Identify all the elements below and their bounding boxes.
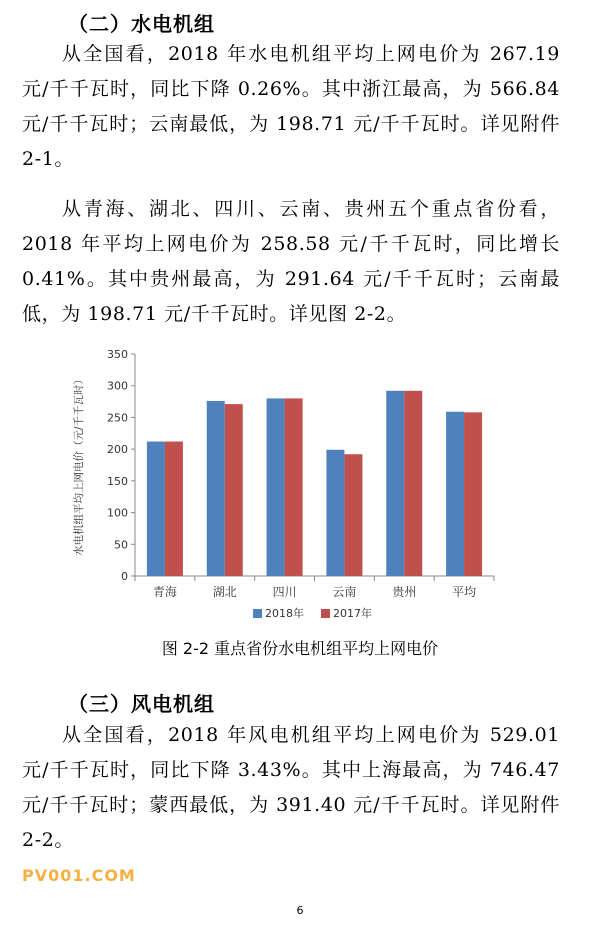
- legend-swatch: [321, 609, 330, 618]
- x-tick-label: 云南: [332, 585, 357, 599]
- x-tick-label: 湖北: [212, 585, 237, 599]
- figure-caption: 图 2-2 重点省份水电机组平均上网电价: [161, 639, 439, 658]
- y-tick-label: 50: [114, 538, 128, 552]
- bar-series-2: [285, 398, 303, 576]
- bar-series-1: [147, 442, 165, 576]
- legend-label: 2018年: [265, 607, 304, 620]
- bar-series-1: [267, 398, 285, 576]
- bar-series-1: [446, 412, 464, 576]
- x-tick-label: 青海: [152, 585, 177, 599]
- y-tick-label: 200: [107, 443, 128, 457]
- bar-series-2: [404, 391, 422, 576]
- page-number: 6: [296, 904, 304, 917]
- paragraph-hydro-provinces: 从青海、湖北、四川、云南、贵州五个重点省份看，2018 年平均上网电价为 258.58 元/千千瓦时，同比增长 0.41%。其中贵州最高，为 291.64 元/千千瓦时；云南最低，为 198.71 元/千千瓦时。详见图 2-2。: [22, 198, 560, 325]
- watermark-logo: PV001.COM: [22, 866, 136, 885]
- x-tick-label: 四川: [272, 585, 297, 599]
- paragraph-hydro-national: 从全国看，2018 年水电机组平均上网电价为 267.19 元/千千瓦时，同比下降 0.26%。其中浙江最高，为 566.84 元/千千瓦时；云南最低，为 198.71 元/千千瓦时。详见附件 2-1。: [22, 43, 560, 170]
- legend-label: 2017年: [333, 607, 372, 620]
- paragraph-wind-national: 从全国看，2018 年风电机组平均上网电价为 529.01 元/千千瓦时，同比下降 3.43%。其中上海最高，为 746.47 元/千千瓦时；蒙西最低，为 391.40 元/千千瓦时。详见附件 2-2。: [22, 724, 560, 851]
- bar-series-1: [326, 450, 344, 576]
- section-heading-wind: （三）风电机组: [68, 692, 215, 716]
- bar-series-2: [344, 454, 362, 576]
- bar-series-2: [464, 412, 482, 576]
- y-tick-label: 100: [107, 506, 128, 520]
- hydro-price-bar-chart: [60, 344, 510, 634]
- x-tick-label: 平均: [452, 585, 477, 599]
- y-tick-label: 150: [107, 474, 128, 488]
- y-tick-label: 300: [107, 379, 128, 393]
- bar-series-1: [386, 391, 404, 576]
- y-tick-label: 250: [107, 411, 128, 425]
- y-tick-label: 0: [121, 570, 128, 583]
- y-tick-label: 350: [107, 348, 128, 361]
- legend-swatch: [253, 609, 262, 618]
- bar-series-2: [165, 442, 183, 576]
- bar-series-2: [225, 404, 243, 576]
- section-heading-hydro: （二）水电机组: [68, 12, 215, 36]
- x-tick-label: 贵州: [392, 585, 417, 599]
- y-axis-label: 水电机组平均上网电价（元/千千瓦时）: [73, 373, 85, 557]
- bar-series-1: [207, 401, 225, 576]
